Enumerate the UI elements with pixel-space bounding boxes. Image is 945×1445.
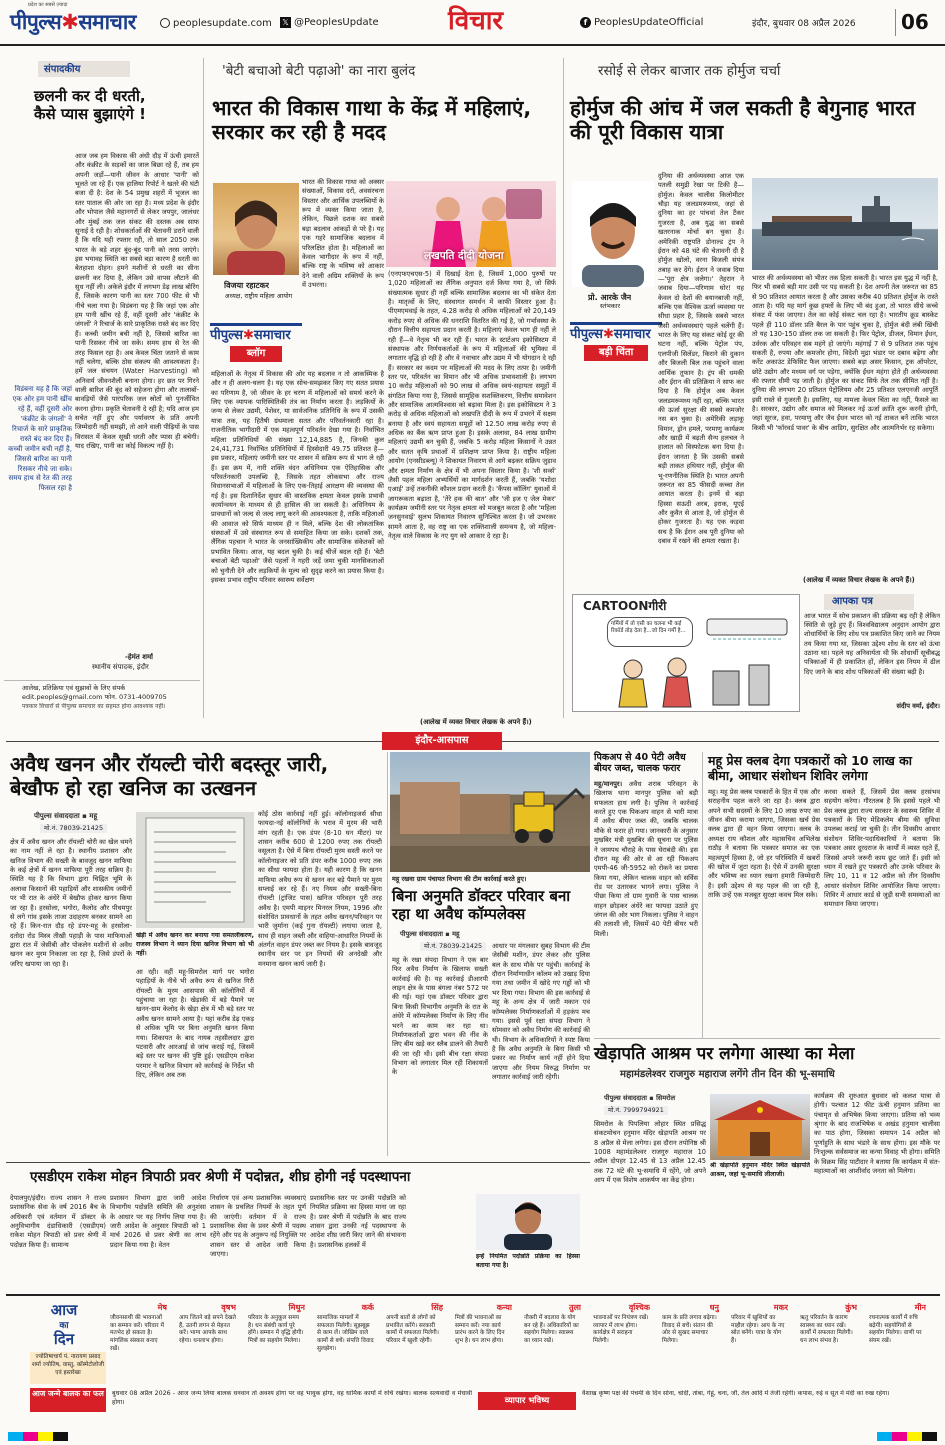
portrait-icon [476,1194,580,1250]
mining-body-col3: कोई ठोस कार्रवाई नहीं हुई। कॉलोनाइजर्स सीधा फायदा-नई कॉलोनियों के भराव में मुरम की भारी मांग रहती है। एक डंपर (8-10 घन मीटर) पर शासन करीब 600 से 1200 रुपए तक रॉयल्टी वसूलता है। ऐसे में बिना रॉयल्टी मुरम सस्ती करने पर कॉलोनाइजर को प्रति डंपर करीब 1000 रुपए तक का सीधा फायदा होता है। यही कारण है कि खनन माफिया अवैध रूप से खनन कर बड़े पैमाने पर मुरम सप्लाई कर रहे हैं। नए नियम और सख्ती-बिना रॉयल्टी (ट्रांजिट पास) खनिज परिवहन पूरी तरह अवैध है। एमपी माइनर मिनरल नियम, 1996 और संशोधित प्रावधानों के तहत अवैध खनन/परिवहन पर भारी जुर्माना (कई गुना रॉयल्टी) लगाया जाता है, साथ ही वाहन जब्ती और वाहिया-आधारित नियमों के अंतर्गत वाहन डंपर जब्त कर नियम है। इसके बावजूद स्थानीय स्तर पर इन नियमों की अनदेखी और मनमाना खनन कार्य जारी है। [258,810,382,968]
local-section-text: इंदौर-आसपास [415,735,469,746]
birthday-label-text: आज जन्मे बालक का फल [32,1389,104,1398]
big-concern-text: बड़ी चिंता [584,345,648,361]
rashi-text: अपनी बातों से लोगों को प्रभावित करेंगे। सरकारी कामों में सफलता मिलेगी। परिवार में खुशी रहेगी। [386,1314,439,1345]
mining-place: महू [89,812,98,820]
website-text: peoplesupdate.com [173,18,272,29]
author-photo-rahatkar [213,183,299,275]
page-number: 06 [895,9,929,36]
rashi-text: परिवार में खुशियों का माहौल रहेगा। आय के नए स्रोत बनेंगे। यात्रा के योग हैं। [731,1314,785,1345]
column-rule-3 [387,752,388,1156]
website-link[interactable] [160,17,272,31]
dateline: इंदौर, बुधवार 08 अप्रैल 2026 [752,19,856,29]
rashi-name: तुला [568,1303,581,1312]
document-icon [136,812,254,928]
cartoon-label: CARTOONगीरी [583,599,667,613]
fair-temple-photo [710,1094,810,1160]
editorial-tag-text: संपादकीय [44,64,81,75]
column-rule-2 [563,58,564,718]
editorial-divider [4,680,200,681]
sdm-body-col4: प्रशासनिक स्तर पर उनकी पदोन्नति को नियमित प्रक्रिया का हिस्सा माना जा रहा है। प्रवर श्रेणी में पदोन्नति के बाद राज्य शासन द्वारा उनकी नई पदस्थापना के आदेश शीघ्र जारी किए जाने की संभावना है। प्रशासनिक हलकों में [310,1194,406,1249]
editorial-title: छलनी कर दी धरती, कैसे प्यास बुझाएंगे ! [34,87,146,123]
rashi-name: वृषभ [221,1303,236,1312]
sdm-rule [6,1162,590,1163]
rashi-text: आप जितने बड़े सपने देखते हैं, उतनी लगन से मेहनत करें। भाग्य आपके साथ रहेगा। धनलाभ होगा। [179,1314,236,1345]
article1-author-role: अध्यक्ष, राष्ट्रीय महिला आयोग [224,292,293,300]
sdm-body-col1: देपालपुर/इंदौर। राज्य शासन ने राज्य प्रशासनिक सेवा के वर्ष 2016 बैच के अधिकारी एवं वर्तमान में डॉक्टर के अनुविभागीय दंडाधिकारी (एसडीएम) राकेश मोहन त्रिपाठी को प्रवर श्रेणी में पदोन्नत किया है। सामान्य [10,1194,106,1249]
editorial-body: आज जब हम विकास की अंधी दौड़ में ऊंची इमारतें और कंक्रीट के सड़कों का जाल बिछा रहे हैं, तब हम अपनी जड़ों—यानी जीवन के आधार 'पानी' को भूलते जा रहे हैं। एक हालिया रिपोर्ट ने खतरे की घंटी बजा दी है: देश के 54 प्रमुख शहरों में भूजल का स्तर पाताल की ओर जा रहा है। मध्य प्रदेश के इंदौर और भोपाल जैसे महानगरों से लेकर जयपुर, जालंधर और मुंबई तक जल संकट की दस्तक अब साफ सुनाई दे रही है। शोधकर्ताओं की चेतावनी डराने वाली है कि यदि यही रफ्तार रही, तो साल 2050 तक भारत के बड़े शहर बूंद-बूंद पानी को तरस जाएंगे। इस भयावह स्थिति का सबसे बड़ा कारण है धरती का बेतहाशा दोहन। हमने मशीनों से धरती का सीना छलनी कर दिया है, लेकिन उसे वापस लौटाने की सुध नहीं ली। अकेले इंदौर में लगभग डेढ़ लाख बोरिंग हैं, जिसके कारण पानी का स्तर 700 फीट से भी नीचे चला गया है। विडंबना यह है कि जहां एक ओर हम पानी खींच रहे हैं, वहीं दूसरी ओर 'कंक्रीट के जंगलों' ने रिचार्ज के सारे प्राकृतिक रास्ते बंद कर दिए हैं। कच्ची जमीन बची नहीं है, जिससे बारिश का पानी रिसकर नीचे जा सके। समय हाथ से रेत की तरह फिसल रहा है। अब केवल चिंता जताने से काम नहीं चलेगा, बल्कि ठोस संकल्प की आवश्यकता है। हमें जल संचयन (Water Harvesting) को अनिवार्य जीवनशैली बनाना होगा। हर छत पर गिरने वाली बारिश की बूंद को सहेजना होगा और तालाबों-बावड़ियों जैसे पारंपरिक जल स्रोतों को पुनर्जीवित करना होगा। प्रकृति चेतावनी दे रही है; यदि आज हम सचेत नहीं हुए और पर्यावरण के प्रति अपनी जिम्मेदारी नहीं समझी, तो आने वाली पीढ़ियों के पास विरासत में केवल सूखी धरती और प्यास ही बचेगी। याद रखिए, पानी का कोई विकल्प नहीं है। [75,152,199,451]
rashi-name: मिथुन [288,1303,305,1312]
demolition-title: बिना अनुमति डॉक्टर परिवार बना रहा था अवैध कॉम्पलेक्स [392,887,571,923]
blog-brand-dot: ✱ [242,328,254,343]
print-mark-yellow [38,1432,53,1441]
mining-body-col1: क्षेत्र में अवैध खनन और रॉयल्टी चोरी का खेल थमने का नाम नहीं ले रहा है। स्थानीय प्रशासन और खनिज विभाग की सख्ती के बावजूद खनन माफिया के कई क्षेत्रों में खनन माफिया पूरी तरह सक्रिय है। स्थिति यह है कि विभाग द्वारा चिह्नित भूमि के अलावा किसानों की पहाड़ियों और शासकीय जमीनों पर भी रात के अंधेरे में बेखौफ होकर खनन किया जा रहा है। हरसोला, भगोरा, कैलोद और पीथमपुर से लगे गांव इसके ताजा उदाहरण बनकर सामने आ रहे हैं। किन-रात दौड़ रहे डंपर-महू के हरसोला-दतोदा रोड मिस्त्र तीखी पहाड़ी के पास माफियाओं द्वारा रात में जेसीबी और पोकलेन मशीनों से अवैध खनन कर मुरम निकाला जा रहा है, जिसे डंपरों के जरिए खपाया जा रहा है। [10,838,132,968]
rashi-mithun [248,1303,305,1383]
rashi-name: कुंभ [845,1303,857,1312]
fair-subtitle: महामंडलेश्वर राजगुरु महाराज लगेंगे तीन दिन की भू-समाधि [620,1069,835,1080]
liquor-text: अवैध शराब परिवहन के खिलाफ थाना मानपुर पुलिस को बड़ी सफलता हाथ लगी है। पुलिस ने कार्रवाई करते हुए एक पिकअप वाहन से भारी मात्रा में अवैध बीयर जब्त की, जबकि चालक मौके से फरार हो गया। जानकारी के अनुसार मुखबिर मंत्री मुखबिर की सूचना पर पुलिस ने जामपथ चौराहे के पास घेराबंदी की। इस दौरान महू की ओर से आ रही पिकअप एमपी-46 जी-5952 को रोकने का प्रयास किया गया, लेकिन चालक वाहन को सर्विस रोड पर उतारकर भागने लगा। पुलिस ने पीछा किया तो ग्राम गुवारी के पास चालक वाहन छोड़कर अंधेरे का फायदा उठाते हुए जंगल की ओर भाग निकला। पुलिस ने वाहन की तलाशी ली, जिसमें 40 पेटी बीयर भरी मिली। [594,780,698,938]
print-mark-black [53,1432,68,1441]
mining-mobile: मो.नं. 78039-21425 [40,824,107,833]
print-mark-magenta-2 [892,1432,907,1441]
article1-author: विजया रहाटकर [224,281,269,290]
rashi-makar [731,1303,788,1383]
sdm-title: एसडीएम राकेश मोहन त्रिपाठी प्रवर श्रेणी में पदोन्नत, शीघ्र होगी नई पदस्थापना [30,1169,411,1185]
editorial-tag [38,61,130,77]
birthday-text: बुधवार 08 अप्रैल 2026 - आज जन्म लिया बालक धनवान तो अवश्य होगा पर वह भावुक होगा, वह धार्मिक कार्यों में रुचि रखेगा। बालक सत्यवादी व मेधावी होगा। [112,1390,472,1406]
print-mark-yellow-2 [907,1432,922,1441]
mining-caption: खेड़ी में अवैध खनन कर बनाया गया समतलीकरण, राजस्व विभाग ने ध्यान दिया खनिज विभाग को भी नहीं। [136,932,254,957]
rashi-dhanu [662,1303,719,1383]
sdm-photo [476,1194,580,1250]
market-label-text: व्यापार भविष्य [504,1396,550,1406]
masthead [0,0,945,46]
print-mark-cyan [8,1432,23,1441]
rashi-text: नौकरी में बदलाव के योग बन रहे हैं। अधिकारियों का सहयोग मिलेगा। स्वास्थ्य का ध्यान रखें। [524,1314,579,1345]
mining-byline: पीपुल्स संवाददाता ▪ महू [34,812,98,820]
rashi-kark [317,1303,374,1383]
rashi-name: वृश्चिक [628,1303,650,1312]
poster-label: लखपति दीदी योजना [424,250,504,262]
demolition-photo [390,752,590,872]
fair-caption: श्री खेड़ापति हनुमान मंदिर स्थित खेड़ापति आश्रम, जहां भू-समाधि लीलाजी। [710,1162,810,1178]
rashi-name: मेष [157,1303,167,1312]
letters-body: आज भारत में सोच प्रकाशन की प्रक्रिया बढ़ रही है लेकिन स्थिति से जुड़े हुए हैं। विश्वविद्यालय अनुदान आयोग द्वारा शोधार्थियों के लिए शोध पत्र प्रकाशित किए जाने का नियम तय किया गया था, जिसका उद्देश्य शोध के स्तर को ऊंचा उठाना था। पहले यह अनिवार्यता थी कि शोधार्थी सूचीबद्ध पत्रिकाओं में ही प्रकाशित हों, लेकिन इस नियम में ढील दिए जाने के बाद शोध पत्रिकाओं की संख्या बढ़ी है। [804,611,940,676]
letters-title: आपका पत्र [824,594,914,610]
section-title: विचार [448,6,504,36]
brand-dot: ✱ [61,10,79,34]
globe-icon [160,18,170,28]
blog-brand-1: पीपुल्स [210,328,243,343]
article2-body-col1: दुनिया की अर्थव्यवस्था आज एक पतली समुद्री रेखा पर टिकी है—होर्मुज। केवल चालीस किलोमीटर चौड़ा यह जलडमरूमध्य, जहां से दुनिया का हर पांचवां तेल टैंकर गुजरता है, अब युद्ध का सबसे खतरनाक मोर्चा बन चुका है। अमेरिकी राष्ट्रपति डोनाल्ड ट्रंप ने ईरान को 48 घंटे की चेतावनी दी है होर्मुज खोलो, वरना बिजली संयंत्र तबाह कर देंगे। ईरान ने जवाब दिया—'पूरा क्षेत्र जलेगा।' तेहरान ने जवाब दिया—परिणाम घोर! यह केवल दो देशों की बयानबाजी नहीं, बल्कि एक वैश्विक ऊर्जा व्यवस्था पर सीधा प्रहार है, जिसके सबसे भारत जैसी अर्थव्यवस्थाएं पहले चलेंगी हैं। भारत के लिए यह संकट कोई दूर की घटना नहीं, बल्कि पेट्रोल पंप, एलपीजी सिलेंडर, किराने की दुकान और बिजली बिल तक पहुंचने वाला आर्थिक तूफान है। ट्रंप की धमकी और ईरान की प्रतिक्रिया ने साफ कर दिया है कि होर्मुज अब केवल जलडमरूमध्य नहीं रहा, बल्कि भारत की ऊर्जा सुरक्षा की सबसे कमजोर नस बन चुका है। अमेरिकी लड़ाकू विमान, ड्रोन हमले, परमाणु कार्यक्रम और खाड़ी में बढ़ती सैन्य हलचल ने हालात को विस्फोटक बना दिया है। ईरान जानता है कि उसकी सबसे बड़ी ताकत हथियार नहीं, होर्मुज की भू-रणनीतिक स्थिति है। भारत अपनी जरूरत का 85 फीसदी कच्चा तेल आयात करता है। इनमें से बड़ा हिस्सा सऊदी अरब, इराक, यूएई और कुवैत से आता है, जो होर्मुज से होकर गुजरता है। यह एक कड़वा सच है कि ईरान अब पूरी दुनिया को दबाव में रखने की क्षमता रखता है। [658,172,744,546]
letters-author: संदीप वर्मा, इंदौर। [896,701,940,710]
rashi-meen [869,1303,926,1383]
fair-title: खेड़ापति आश्रम पर लगेगा आस्था का मेला [594,1044,855,1064]
fair-body-col1: सिमरोल के पिपलिया लोहार स्थित प्रसिद्ध संकटमोचन हनुमान मंदिर खेड़ापति आश्रम पर 8 अप्रैल से मेला लगेगा। इस दौरान तपोनिष्ठ श्री 1008 महामंडलेश्वर राजगुरु महाराज 10 अप्रैल दोपहर 12.45 से 13 अप्रैल 12.45 तक 72 घंटे की भू-समाधि में रहेंगे, जो अपने आप में एक विशेष आकर्षण का केंद्र होगा। [594,1120,706,1185]
rashi-text: काम के प्रति लगाव बढ़ेगा। विवाद से बचें। संतान की ओर से सुखद समाचार मिलेगा। [662,1314,717,1345]
press-body-col1: महू। महू प्रेस क्लब पत्रकारों के हित में एक और सराहनीय पहल करने जा रहा है। क्लब द्वारा अपने सभी सदस्यों के लिए 10 लाख रुपए का जीवन बीमा कराया जाएगा, जिसका खर्च प्रेस क्लब द्वारा ही वहन किया जाएगा। क्लब के अध्यक्ष राय कौशल और महासचिव अभिलेख राठौड़ ने बताया कि पत्रकार समाज का एक महत्वपूर्ण हिस्सा है, जो हर परिस्थिति में खबरों की खोज में जुटा रहता है। ऐसे में उनकी सुरक्षा और भविष्य का ध्यान रखना हमारी जिम्मेदारी है। इसी उद्देश्य से यह पहल की जा रही है, ताकि उन्हें एक मजबूत सुरक्षा कवच मिल सके। [708,788,820,899]
article2-kicker: रसोई से लेकर बाजार तक होर्मुज चर्चा [598,63,781,79]
twitter-link[interactable] [280,16,379,30]
disclaimer: पत्रकार विचारों से पीपुल्स समाचार का सहमत होना आवश्यक नहीं। [22,703,166,710]
demolition-body-col1: महू के रखा संपदा विभाग ने एक बार फिर अवैध निर्माण के खिलाफ सख्ती कार्रवाई की है। यह कार्रवाई डीआरपी लाइन क्षेत्र के पास बंगला नंबर 572 पर की गई। यहां एक डॉक्टर परिवार द्वारा बिना किसी विभागीय अनुमति के रात के अंधेरे में कॉम्पलेक्स निर्माण के लिए नींव भरने का काम कर रहा था। निर्माणकर्ताओं द्वारा भवन की नींव के लिए बीम खड़े कर स्लैब डालने की तैयारी की जा रही थी। इसी बीच रक्षा संपदा विभाग को लगातार मिल रही शिकायतों के [392,956,488,1077]
horoscope-title-1: आज [50,1301,78,1319]
rashi-text: भावनाओं पर नियंत्रण रखें। व्यापार में लाभ होगा। कार्यक्षेत्र में सराहना मिलेगी। [593,1314,649,1345]
rashi-name: धनु [709,1303,719,1312]
letters-box [804,594,940,716]
brand-logo [10,8,136,36]
rashi-text: ऋतु परिवर्तन के कारण स्वास्थ्य का ध्यान रखें। कार्यों में सफलता मिलेगी। धन लाभ संभव है। [800,1314,853,1345]
fair-mobile: मो.नं. 7999794921 [604,1106,668,1115]
rashi-kanya [455,1303,512,1383]
fair-byline: पीपुल्स संवाददाता ▪ सिमरोल [604,1094,676,1102]
mining-title: अवैध खनन और रॉयल्टी चोरी बदस्तूर जारी, बेखौफ हो रहा खनिज का उत्खनन [10,752,329,800]
rashi-vrishabh [179,1303,236,1383]
astrologer-info: ज्योतिषाचार्य पं. नारायण प्रसाद शर्मा ज्योतिष, वास्तु, कॉस्मेटोलोजी एवं हस्तरेखा [30,1352,106,1384]
ship-icon [752,178,938,270]
blog-brand-2: समाचार [253,328,291,343]
temple-icon [710,1094,810,1160]
market-text: वैशाख कृष्ण पक्ष की पंचमी के दिन सोना, चांदी, तांबा, गेहूं, चना, जौ, तेल आदि में तेजी रहेगी। कपास, रुई व सूत में मंदी का रुख रहेगा। [582,1390,890,1397]
article2-title: होर्मुज की आंच में जल सकती है बेगुनाह भारत की पूरी विकास यात्रा [570,96,916,145]
mining-body-col2: आ रही। वहीं महू-सिमरोल मार्ग पर भगोरा पहाड़ियों के नीचे भी अवैध रूप से खनिज गिरी रॉयल्टी के मुरम आसपास की कॉलोनियों में पहुंचाया जा रहा है। खेड़ाकी में बड़े पैमाने पर खनन-ग्राम केलोद के खेड़ा क्षेत्र में भी बड़े स्तर पर अवैध खनन सामने आया है। यहां करीब डेढ़ एकड़ से अधिक भूमि पर बिना अनुमति खनन किया गया। शिकायत के बाद नायब तहसीलदार द्वारा पटवारी और आरआई से जांच कराई गई, जिसमें बड़े स्तर पर खनन की पुष्टि हुई। एसडीएम राकेश परमार ने खनिज विभाग को कार्रवाई के निर्देश भी दिए, लेकिन अब तक [136,968,254,1079]
sdm-body-col2: प्रशासन विभाग द्वारा जारी आदेश विभागीय पदोन्नति समिति की अनुशंसा के आधार पर यह निर्णय लिया गया है। जारी आदेश के अनुसार त्रिपाठी को 1 मार्च 2026 से प्रवर श्रेणी का लाभ प्रदान किया गया है। वेतन [110,1194,206,1249]
fair-place: सिमरोल [656,1094,676,1102]
demolition-reporter: पीपुल्स संवाददाता [400,930,444,938]
local-section-label [382,732,502,750]
demolition-caption: महू रखवा ग्राम पंचायत विभाग की टीम कार्रवाई करते हुए। [392,875,527,883]
demolition-byline: पीपुल्स संवाददाता ▪ महू [400,930,460,938]
twitter-handle: @PeoplesUpdate [294,17,379,28]
article1-intro: भारत की विकास गाथा को अक्सर संख्याओं, विकास दरों, अवसंरचना विस्तार और आर्थिक उपलब्धियों के रूप में व्यक्त किया जाता है, लेकिन, पिछले दशक का सबसे बड़ा बदलाव आंकड़ों से परे है। यह एक गहरे सामाजिक बदलाव में परिलक्षित होता है। महिलाओं का केवल भागीदार के रूप में नहीं, बल्कि राष्ट्र के भविष्य को आकार देने वाली अग्रिम शक्तियों के रूप में उभरना। [302,178,384,289]
horoscope-title [30,1300,98,1350]
rashi-name: मीन [914,1303,926,1312]
rashi-tula [524,1303,581,1383]
article1-kicker: 'बेटी बचाओ बेटी पढ़ाओ' का नारा बुलंद [222,63,416,79]
brand-tagline: प्रदेश का सबसे ज़्यादा [28,2,68,8]
concern-brand-dot: ✱ [602,327,614,342]
mining-document-photo [136,812,254,928]
column-rule-1 [203,58,204,718]
article1-body-col1: महिलाओं के नेतृत्व में विकास की ओर यह बदलाव न तो आकस्मिक है और न ही अलग-थलग है। यह एक सोच-समझकर किए गए सतत प्रयास का परिणाम है, जो जीवन के हर चरण में महिलाओं को समर्थ करने के लिए एक व्यापक पारिस्थितिकी तंत्र का निर्माण करता है। लड़कियों के जन्म से लेकर उद्यमी, पेशेवर, या सार्वजनिक प्रतिनिधि के रूप में उसकी यात्रा तक, यह हितैषी ग्रंथमाला सतत और परिवर्तनकारी रहा है। राजनीतिक भागीदारी में एक महत्वपूर्ण परिवर्तन देखा गया है। निर्वाचित महिला प्रतिनिधियों की संख्या 12,14,885 है, जिनकी कुल 24,41,731 निर्वाचित प्रतिनिधियों में हिस्सेदारी 49.75 प्रतिशत है—इस प्रकार, महिलाएं जमीनी स्तर पर शासन में सक्रिय रूप से भाग ले रही हैं। इस क्रम में, नारी शक्ति वंदन अधिनियम एक ऐतिहासिक और परिवर्तनकारी उपलब्धि है, जिसके तहत लोकसभा और राज्य विधानसभाओं में महिलाओं के लिए एक-तिहाई आरक्षण की व्यवस्था की गई है। इस दिशानिर्देश सुधार की वास्तविक क्षमता केवल इसके प्रभावी कार्यान्वयन के माध्यम से ही हासिल की जा सकती है। अधिनियम के प्रावधानों को जल्द से जल्द लागू करने की आवश्यकता है, ताकि महिलाओं की आवाज को सिर्फ माध्यम ही न मिले, बल्कि देश की लोकतांत्रिक संस्थाओं में उसे संस्थागत रूप से समाहित किया जा सके। दशकों तक, लैंगिक पहचान ने भारत के जनसांख्यिकीय और सामाजिक संकेतकों को प्रभावित किया। आज, यह बदल चुकी है। कई चीजें बदल रही हैं। 'बेटी बचाओ बेटी पढ़ाओ' जैसे पहलों ने गहरी जड़ें जमा चुकी मानसिकताओं को चुनौती देने और लड़कियों के मूल्य को सुदृढ़ करने का प्रयास किया है। इसका प्रभाव राष्ट्रीय परिवार स्वास्थ्य सर्वेक्षण [211,370,384,584]
bulldozer-icon [390,752,590,872]
cartoon-drawing-icon [573,595,801,713]
article2-body-col2: भारत की अर्थव्यवस्था को भीतर तक हिला सकती है। भारत इस युद्ध में नहीं है, फिर भी सबसे बड़ी मार उसी पर पड़ सकती है। देश अपनी तेल जरूरत का 85 से 90 प्रतिशत आयात करता है और उसका करीब 40 प्रतिशत होर्मुज के रास्ते आता है। यदि यह मार्ग कुछ हफ्तों के लिए भी बंद हुआ, तो भारत सीधे कच्चे संकट में फंस जाएगा। तेल का कोई संकट चल रहा है। भारतीय क्रूड बास्केट पहले ही 110 डॉलर प्रति बैरल के पार पहुंच चुका है, होर्मुज बंदी लंबी खिंची तो यह 130-150 डॉलर तक जा सकती है। फिर पेट्रोल, डीजल, विमान ईंधन, उर्वरक और परिवहन सब महंगे हो जाएंगे। महंगाई 7 से 9 प्रतिशत तक पहुंच सकती है, रुपया और कमजोर होगा, विदेशी मुद्रा भंडार पर दबाव बढ़ेगा और करेंट अकाउंट डेफिसिट फैल जाएगा। सबसे बड़ा असर किसान, ट्रक ऑपरेटर, छोटे उद्योग और मध्यम वर्ग पर पड़ेगा, क्योंकि ईंधन महंगा होते ही अर्थव्यवस्था की रफ्तार धीमी पड़ जाती है। होर्मुज का संकट सिर्फ तेल तक सीमित नहीं है। दुनिया की लगभग 20 प्रतिशत पेट्रोलियम और 25 प्रतिशत एलएनजी आपूर्ति इसी रास्ते से गुजरती है। इसलिए, यह मामला केवल चिंता का नहीं, फैसले का है। सरकार, उद्योग और समाज को मिलकर नई ऊर्जा क्रांति शुरू करनी होगी, जहां सूरज, हवा, परमाणु और जैव ईंधन भारत को नई ताकत बनें ताकि भारत किसी भी 'फॉरवर्ड पावर' के बीच आडिग, सुरक्षित और आत्मनिर्भर रह सकेगा। [752,274,938,432]
tanker-ship-photo [752,178,938,270]
blog-label [210,323,302,367]
fair-body-col2: कार्यक्रम की शुरुआत बुधवार को कलश यात्रा से होगी। पश्चात 12 फीट ऊंची हनुमान प्रतिमा का पंचामृत से अभिषेक किया जाएगा। प्रतिमा को भव्य श्रृंगार के बाद राजभिषेक व अखंड हनुमान चालीसा का पाठ होगा, जिसका समापन 14 अप्रैल को पूर्णाहुति के साथ भंडारे के साथ होगा। इस मौके पर निःशुल्क सर्वसमाज का कन्या विवाह भी होगा। समिति के विक्रम सिंह पाटीदार ने बताया कि कार्यक्रम में संत-महात्माओं का आशीर्वाद जनता को मिलेगा। [814,1092,940,1175]
band-rule-right [502,741,939,742]
print-mark-magenta [23,1432,38,1441]
article1-body-col2: (एनएफएचएस-5) में दिखाई देता है, जिसमें 1,000 पुरुषों पर 1,020 महिलाओं का लैंगिक अनुपात दर्ज किया गया है, जो सिर्फ संख्यात्मक सुधार ही नहीं बल्कि सामाजिक बदलाव का भी संकेत देता है। मातृत्वों के लिए, संस्थागत समर्थन में काफी विस्तार हुआ है। पीएमएमवाई के तहत, 4.28 करोड़ से अधिक महिलाओं को 20,149 करोड़ रुपए से अधिक की धनराशि वितरित की गई है, जो गर्भावस्था के दौरान वित्तीय सहायता प्रदान करती है। महिलाएं केवल भाग ही नहीं ले रही हैं—वे नेतृत्व भी कर रही हैं। भारत के स्टार्टअप इकोसिस्टम में संस्थापक और निर्णयकर्ताओं के रूप में महिलाओं की भूमिका में लगातार वृद्धि हो रही है और वे नवाचार और उद्यम में भी योगदान दे रही हैं। सरकार का कदम पर महिलाओं की मदद के लिए तत्पर है। जमीनी स्तर पर, परिवर्तन का विमान और भी अधिक प्रभावशाली है। लगभग 10 करोड़ महिलाओं को 90 लाख से अधिक स्वयं-सहायता समूहों में संगठित किया गया है, जिससे सामूहिक सशक्तिकरण, वित्तीय समावेशन और सामाजिक आत्मविश्वास को बढ़ावा मिला है। इस इकोसिस्टम ने 3 करोड़ से अधिक महिलाओं को लखपति दीदी के रूप में उभरने में सक्षम बनाया है और स्वयं सहायता समूहों को 12.50 लाख करोड़ रुपए से अधिक का बैंक ऋण प्राप्त हुआ है। इसके अलावा, 84 लाख ग्रामीण महिलाएं उद्यमी बन चुकी हैं, जबकि 5 करोड़ महिला किसानों ने उन्नत और सतत कृषि प्रथाओं में प्रशिक्षण प्राप्त किया है। राष्ट्रीय महिला आयोग (एनसीडब्ल्यू) ने शिकायत निवारण से आगे बढ़कर सक्रिय जुड़ाव और क्षमता निर्माण के क्षेत्र में भी अपना विस्तार किया है। 'शी सर्व्स' जैसी पहल महिला अभ्यर्थियों का मार्गदर्शन करती हैं, जबकि 'यशोदा एआई' उन्हें तकनीकी कौशल प्रदान करती है। 'कैंपस कॉलिंग' युवाओं में जागरूकता बढ़ाता है, 'तेरे हक की बात' और 'जी इज ए जेल मेकर' कार्यक्रम जमीनी स्तर पर नेतृत्व क्षमता को मजबूत करता है और 'महिला जनसुनवाई' सुलभ शिकायत निवारण सुनिश्चित करता है। जो उभरकर सामने आता है, वह राष्ट्र का एक शक्तिशाली समन्वय है, जो महिला-नेतृत्व वाले विकास के नए युग को आकार दे रहा है। [388,270,556,541]
fair-reporter: पीपुल्स संवाददाता [604,1094,648,1102]
article1-note: (आलेख में व्यक्त विचार लेखक के अपने हैं।) [420,718,532,726]
lakhpati-didi-poster [386,181,556,267]
press-body-col2: करवा सकते हैं, जिसमें प्रेस क्लब हरसंभव सहयोग करेगा। गौरतलब है कि इससे पहले भी प्रेस क्लब द्वारा राज्य सरकार के स्वास्थ्य शिविर में पत्रकारों के लिए मेडिकलेम बीमा की सुविधा उपलब्ध कराई जा चुकी है। तीन दिवसीय आधार संशोधन शिविर-पदाधिकारियों ने बताया कि पत्रकार असर दूरदराज के कार्यों में व्यस्त रहते हैं, जिससे अपने जरूरी काम छूट जाते हैं। इसी को ध्यान में रखते हुए पत्रकारों और उनके परिवार के लिए 10, 11 व 12 अप्रैल को तीन दिवसीय आधार संशोधन शिविर आयोजित किया जाएगा। शिविर में आधार कार्ड से जुड़ी सभी समस्याओं का समाधान किया जाएगा। [824,788,940,909]
print-mark-black-2 [922,1432,937,1441]
fair-top-rule [594,1038,940,1039]
contact-details[interactable]: edit.peoples@gmail.com फोन. 0731-4009705 [22,693,167,701]
horoscope-title-2: का [59,1321,69,1332]
rashi-name: मकर [773,1303,788,1312]
facebook-handle: PeoplesUpdateOfficial [594,17,704,28]
contact-title: आलेख, प्रतिक्रिया एवं सुझावों के लिए संपर्क [22,684,126,692]
rashi-name: कर्क [361,1303,374,1312]
rashi-text: सामाजिक मामलों में सफलता मिलेगी। सूझबूझ से काम लें। जोखिम वाले कामों से बचें। संपत्ति विवाद सुलझेगा। [317,1314,374,1353]
brand-name: पीपुल्स [10,10,62,34]
rashi-name: सिंह [431,1303,443,1312]
sdm-body-col3: निर्धारण एवं अन्य प्रशासनिक व्यवस्थाएं शासन के प्रचलित नियमों के तहत पूर्ण की जाएंगी। वर्तमान में वे राज्य प्रशासनिक सेवा के प्रवर श्रेणी में पदस्थ रहेंगे और पद के अनुरूप नई नियुक्ति पर शासन स्तर से आदेश जारी किया जाएगा। [210,1194,306,1259]
article2-author: प्रो. आरके जैन [588,293,632,302]
rashi-text: रचनात्मक कार्यों में रुचि बढ़ेगी। सहयोगियों से सहयोग मिलेगा। वाणी पर संयम रखें। [869,1314,922,1345]
rashi-name: कन्या [496,1303,512,1312]
column-rule-4 [702,752,703,1038]
article2-note: (आलेख में व्यक्त विचार लेखक के अपने हैं।) [803,576,915,584]
mining-reporter: पीपुल्स संवाददाता [34,812,80,820]
birthday-label [30,1388,106,1412]
cartoon-bubble: गर्मियों में तो एसी का चलना भी कई रिकॉर्ड तोड़ देता है...जो दिन गर्मी है... [607,617,693,647]
horoscope-rule [6,1294,940,1296]
liquor-title: पिकअप से 40 पेटी अवैध बीयर जब्त, चालक फरार [594,752,686,775]
sdm-caption: इन्हें नियमित पदोन्नति प्रक्रिया का हिस्सा बताया गया है। [476,1253,580,1269]
concern-brand-2: समाचार [613,327,651,342]
market-label [478,1392,576,1410]
x-icon: 𝕏 [280,17,291,28]
blog-brand [210,327,302,345]
demolition-place: महू [452,930,460,938]
cartoon-panel [572,594,800,712]
demolition-body-col2: आधार पर मंगलवार सुबह विभाग की टीम जेसीबी मशीन, डंपर लेकर और पुलिस बल के साथ मौके पर पहुंची। कार्रवाई के दौरान निर्माणाधीन कॉलम को उखाड़ दिया गया तथा जमीन में खोदे गए गड्ढों को भी भर दिया गया। विभाग की इस कार्रवाई से महू के अन्य क्षेत्र में जारी मकान एवं कॉम्पलेक्स निर्माणकर्ताओं में हड़कंप मच गया। इससे पूर्व रक्षा संपदा विभाग ने सोमवार को अवैध निर्माण की कार्रवाई की थी। विभाग के अधिकारियों ने स्पष्ट किया है कि अवैध अनुमति के बिना किसी भी प्रकार का निर्माण कार्य नहीं होने दिया जाएगा और नियम विरुद्ध निर्माण पर लगातार कार्रवाई जारी रहेगी। [492,942,590,1082]
press-title: महू प्रेस क्लब देगा पत्रकारों को 10 लाख का बीमा, आधार संशोधन शिविर लगेगा [708,753,913,783]
rashi-text: परिवार के अनुकूल समय है। धन संबंधी कार्य पूरे होंगे। सम्मान में वृद्धि होगी। मित्रों का सहयोग मिलेगा। [248,1314,304,1345]
rashi-vrishchik [593,1303,650,1383]
facebook-link[interactable] [580,16,703,30]
portrait-icon [213,183,299,275]
demolition-mobile: मो.नं. 78039-21425 [420,942,486,951]
editorial-author-location: स्थानीय संपादक, इंदौर [92,663,149,671]
article1-title: भारत की विकास गाथा के केंद्र में महिलाएं, सरकार कर रही है मदद [212,96,532,145]
rashi-singh [386,1303,443,1383]
rashi-text: मित्रों की भावनाओं का सम्मान करें। नया कार्य प्रारंभ करने के लिए दिन शुभ है। धन लाभ होगा। [455,1314,505,1345]
horoscope-title-3: दिन [53,1330,75,1349]
blog-label-text: ब्लॉग [230,346,282,362]
pull-quote: विडंबना यह है कि जहां एक ओर हम पानी खींच रहे हैं, वहीं दूसरी ओर 'कंक्रीट के जंगलों' ने रिचार्ज के सारे प्राकृतिक रास्ते बंद कर दिए हैं। कच्ची जमीन बची नहीं है, जिससे बारिश का पानी रिसकर नीचे जा सके। समय हाथ से रेत की तरह फिसल रहा है [8,385,72,493]
article2-author-role: स्तंभकार [600,302,621,310]
print-mark-cyan-2 [877,1432,892,1441]
band-rule-left [6,741,382,742]
liquor-body [594,780,698,1030]
brand-name-2: समाचार [78,10,136,34]
facebook-icon: f [580,17,591,28]
rashi-mesh [110,1303,167,1383]
editorial-author: -हेमंत शर्मा [125,653,153,661]
liquor-place: महू/मानपुर। [594,780,623,788]
rashi-kumbh [800,1303,857,1383]
rashi-text: जीवनसाथी की भावनाओं का सम्मान करें। परिवार में मतभेद हो सकता है। मांगलिक संस्कार बनाए रखें। [110,1314,164,1353]
concern-brand-1: पीपुल्स [570,327,603,342]
